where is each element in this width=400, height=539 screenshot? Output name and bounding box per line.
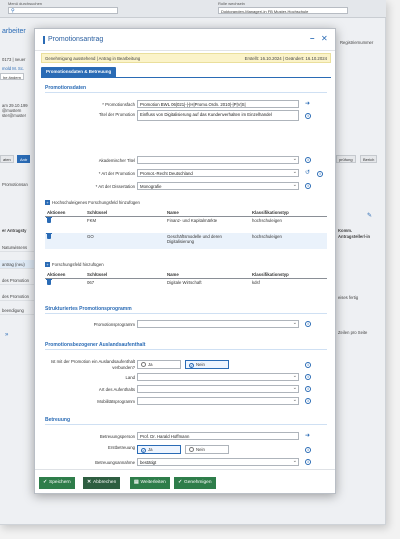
tab-promotionsdaten[interactable]: Promotionsdaten & Betreuung — [41, 67, 116, 77]
dialog-footer — [35, 469, 335, 494]
trash-icon[interactable] — [47, 234, 51, 239]
column-header: Schlüssel — [85, 271, 165, 279]
erstbetreuung-ja-radio[interactable] — [137, 445, 181, 454]
rows-per-page-label: Zeilen pro Seite — [338, 330, 368, 335]
person-name-link[interactable]: mold M. Sc. — [2, 66, 25, 71]
save-button[interactable] — [39, 477, 75, 489]
cell-name: Finanz- und Kapitalmärkte — [167, 218, 218, 223]
birthdate-text: am 29.10.199 — [2, 103, 28, 108]
cell-key: FKM — [87, 218, 97, 223]
status-text: Genehmigung ausstehend | Antrag in Bearbeitung — [45, 56, 141, 61]
role-switch-label: Rolle wechseln — [218, 1, 245, 6]
label-betreuungsperson: Betreuungsperson — [99, 434, 135, 439]
forward-label: Weiterleiten — [140, 480, 166, 485]
info-icon[interactable]: i — [305, 157, 311, 163]
column-header: Klassifikationstyp — [250, 209, 327, 217]
add-hochschul-forschungsfeld-link[interactable] — [45, 200, 140, 205]
tab-divider — [41, 77, 331, 78]
dialog-title: Promotionsantrag — [43, 36, 103, 44]
section-title-ausland: Promotionsbezogener Auslandsaufenthalt — [45, 342, 146, 348]
document-icon: ▤ — [134, 480, 139, 485]
label-land: Land — [125, 375, 135, 380]
menu-search-input[interactable] — [8, 7, 118, 14]
radio-unchecked-icon — [189, 447, 194, 452]
info-icon[interactable]: i — [305, 374, 311, 380]
trash-icon[interactable] — [47, 280, 51, 285]
label-erstbetreuung: Erstbetreuung — [108, 445, 135, 450]
x-icon: ✕ — [87, 480, 92, 485]
label-art-promotion: * Art der Promotion — [98, 171, 135, 176]
column-header: Name — [165, 209, 250, 217]
reset-icon[interactable]: ↺ — [305, 170, 311, 176]
role-select[interactable]: Doktoranden-Manager/-in FB Muster-Hochschule — [218, 7, 348, 14]
ausland-nein-radio[interactable] — [185, 360, 229, 369]
tab-daten[interactable]: aten — [0, 155, 14, 163]
label-titel: Titel der Promotion — [98, 112, 135, 117]
akademischer-titel-select[interactable] — [137, 156, 299, 164]
add-forschungsfeld-label: Forschungsfeld hinzufügen — [52, 262, 104, 267]
section-divider — [45, 349, 327, 350]
approve-label: Genehmigen — [184, 480, 212, 485]
cell-type: hochschuleigen — [252, 218, 282, 223]
section-divider — [45, 92, 327, 93]
edit-icon[interactable]: ✎ — [367, 213, 373, 219]
dialog-content — [41, 79, 331, 489]
cell-name: Geschäftsmodelle und deren Digitalisierung — [165, 233, 250, 249]
label-art-dissertation: * Art der Dissertation — [95, 184, 135, 189]
label-promotionsprogramm: Promotionsprogramm — [93, 322, 135, 327]
cancel-button[interactable] — [83, 477, 120, 489]
titel-textarea[interactable]: Einfluss von Digitalisierung auf das Kundenverhalten im Einzelhandel — [137, 110, 299, 121]
trash-icon[interactable] — [47, 218, 51, 223]
promotionsfach-field[interactable]: Promotion BWL 06|021|-|-|H|Promo.Ordn. 2010|-|P|V|S| — [137, 100, 299, 108]
table-row[interactable] — [45, 233, 327, 249]
info-icon[interactable]: i — [305, 459, 311, 465]
table-row[interactable]: antrag (neu) — [0, 260, 34, 269]
tab-pruefung[interactable]: prüfung — [336, 155, 356, 163]
add-forschungsfeld-link[interactable] — [45, 262, 104, 267]
column-header: Aktionen — [45, 271, 85, 279]
pager-first-icon[interactable]: » — [5, 332, 9, 338]
radio-checked-icon: ✓ — [190, 363, 194, 368]
label-betreuungsannahme: Betreuungsannahme — [95, 460, 135, 465]
art-dissertation-select[interactable]: Monografie ⌄ — [137, 182, 299, 190]
approve-check-icon: ✓ — [178, 480, 183, 485]
column-header: Klassifikationstyp — [250, 271, 327, 279]
label-mobilitaetsprogramm: Mobilitätsprogramm — [97, 399, 135, 404]
table-header-row — [45, 271, 327, 279]
info-icon[interactable]: i — [305, 321, 311, 327]
section-divider — [45, 424, 327, 425]
table-row[interactable]: des Promotion — [0, 276, 34, 285]
land-select[interactable] — [137, 373, 299, 381]
column-header: Aktionen — [45, 209, 85, 217]
table-row[interactable]: Naturwissens — [0, 243, 34, 252]
minimize-icon[interactable]: – — [310, 34, 315, 43]
search-icon: ⚲ — [11, 8, 15, 14]
email-text-2: ster@muster — [2, 113, 27, 118]
section-divider — [45, 313, 327, 314]
plus-icon: + — [46, 200, 49, 205]
cancel-label: Abbrechen — [93, 480, 117, 485]
plus-icon: + — [46, 262, 49, 267]
betreuungsannahme-select[interactable]: bestätigt ⌄ — [137, 458, 299, 466]
radio-unchecked-icon — [141, 362, 146, 367]
label-akademischer-titel: Akademischer Titel — [98, 158, 135, 163]
forward-button[interactable] — [130, 477, 170, 489]
promotionsprogramm-select[interactable] — [137, 320, 299, 328]
column-header: Schlüssel — [85, 209, 165, 217]
info-icon[interactable]: i — [305, 113, 311, 119]
column-header-antragstyp: er Antragsty — [2, 228, 27, 233]
promotion-dialog — [34, 28, 336, 494]
label-art-aufenthalt: Art des Aufenthalts — [98, 387, 135, 392]
erstbetreuung-ja-label: Ja — [148, 447, 153, 452]
erstbetreuung-nein-radio[interactable] — [185, 445, 229, 454]
info-icon[interactable]: i — [305, 447, 311, 453]
tab-berichte[interactable]: Berich — [360, 155, 377, 163]
ausland-ja-radio[interactable] — [137, 360, 181, 369]
info-icon[interactable]: i — [305, 386, 311, 392]
info-icon[interactable]: i — [305, 398, 311, 404]
save-label: Speichern — [49, 480, 71, 485]
info-icon[interactable]: i — [305, 183, 311, 189]
record-id-text: 0173 | neuer — [2, 57, 26, 62]
hochschul-forschungsfeld-table — [45, 209, 327, 249]
status-bar — [41, 53, 331, 63]
left-row-text: Promotionsan — [2, 182, 28, 187]
cell-name: Digitale Wirtschaft — [167, 280, 202, 285]
approve-button[interactable] — [174, 477, 216, 489]
column-header-komm: Komm. — [338, 228, 353, 233]
column-header: Name — [165, 271, 250, 279]
ausland-nein-label: Nein — [196, 362, 205, 367]
cell-type: kdsf — [252, 280, 260, 285]
dialog-header — [35, 29, 335, 51]
art-aufenthalt-select[interactable] — [137, 385, 299, 393]
check-icon: ✓ — [43, 480, 48, 485]
cell-key: GO — [85, 233, 165, 249]
table-row[interactable] — [45, 217, 327, 233]
section-title-betreuung: Betreuung — [45, 417, 70, 423]
column-header-antragsteller: Antragsteller/-in — [338, 234, 371, 239]
right-row-text: eises fertig — [338, 295, 359, 300]
registration-number-label: Registriernummer — [340, 40, 374, 45]
cell-type: hochschuleigen — [250, 233, 327, 249]
add-hochschul-forschungsfeld-label: Hochschuleigenes Forschungsfeld hinzufügen — [52, 200, 140, 205]
info-icon[interactable]: i — [317, 171, 323, 177]
betreuungsperson-field[interactable]: Prof. Dr. Harald Hoffmann — [137, 432, 299, 440]
table-row[interactable]: des Promotion — [0, 292, 34, 301]
change-button[interactable]: he ändern — [0, 73, 24, 80]
section-title-promotionsdaten: Promotionsdaten — [45, 85, 87, 91]
tab-antraege[interactable]: Antr — [17, 155, 30, 163]
section-title-struktur: Strukturiertes Promotionsprogramm — [45, 306, 132, 312]
created-changed-text: Erstellt: 16.10.2024 | Geändert: 16.10.2024 — [244, 56, 327, 61]
label-ausland-frage: Ist mit der Promotion ein Auslandsaufenthalt verbunden? — [50, 359, 135, 370]
close-icon[interactable]: ✕ — [321, 34, 328, 43]
info-icon[interactable]: i — [305, 362, 311, 368]
table-row[interactable] — [45, 279, 327, 293]
erstbetreuung-nein-label: Nein — [196, 447, 205, 452]
menu-search-label: Menü durchsuchen — [8, 1, 43, 6]
mobilitaetsprogramm-select[interactable] — [137, 397, 299, 405]
ausland-ja-label: Ja — [148, 362, 153, 367]
forschungsfeld-table — [45, 271, 327, 293]
table-header-row — [45, 209, 327, 217]
cell-key: 067 — [87, 280, 95, 285]
table-row[interactable]: beendigung — [0, 306, 34, 315]
radio-checked-icon: ✓ — [142, 448, 146, 453]
label-promotionsfach: * Promotionsfach — [102, 102, 135, 107]
arrow-right-icon[interactable]: ➜ — [305, 101, 311, 107]
page-title: arbeiter — [2, 28, 26, 35]
arrow-right-icon[interactable]: ➜ — [305, 433, 311, 439]
art-promotion-select[interactable]: Promot.-Recht Deutschland ⌄ — [137, 169, 299, 177]
email-text-1: @mustern — [2, 108, 22, 113]
